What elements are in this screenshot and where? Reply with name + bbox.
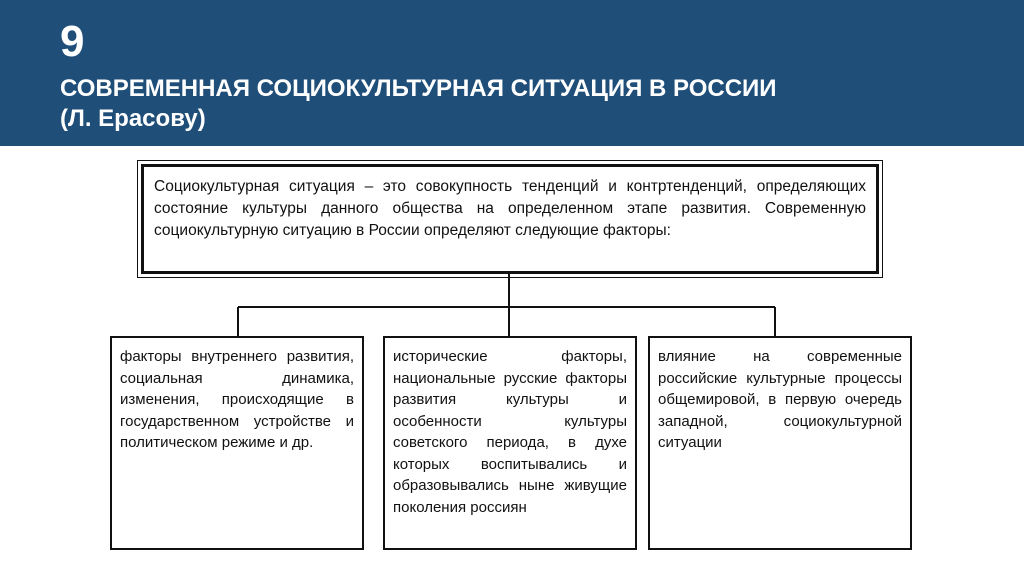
factor-box-global: влияние на современные российские культурные процессы общемировой, в первую очередь западной, социокультурной ситуации [648,336,912,550]
factor-box-historical: исторические факторы, национальные русские факторы развития культуры и особенности культуры советского периода, в духе которых воспитывались и образовывались ныне живущие поколения россиян [383,336,637,550]
definition-box: Социокультурная ситуация – это совокупность тенденций и контртенденций, определяющих состояние культуры данного общества на определенном этапе развития. Современную социокультурную ситуацию в России определяют следующие факторы: [141,164,879,274]
factor-box-internal: факторы внутреннего развития, социальная динамика, изменения, происходящие в государственном устройстве и политическом режиме и др. [110,336,364,550]
slide-number: 9 [60,17,85,66]
slide-title-line-1: СОВРЕМЕННАЯ СОЦИОКУЛЬТУРНАЯ СИТУАЦИЯ В РОССИИ [60,75,777,102]
slide-title-line-2: (Л. Ерасову) [60,105,206,132]
